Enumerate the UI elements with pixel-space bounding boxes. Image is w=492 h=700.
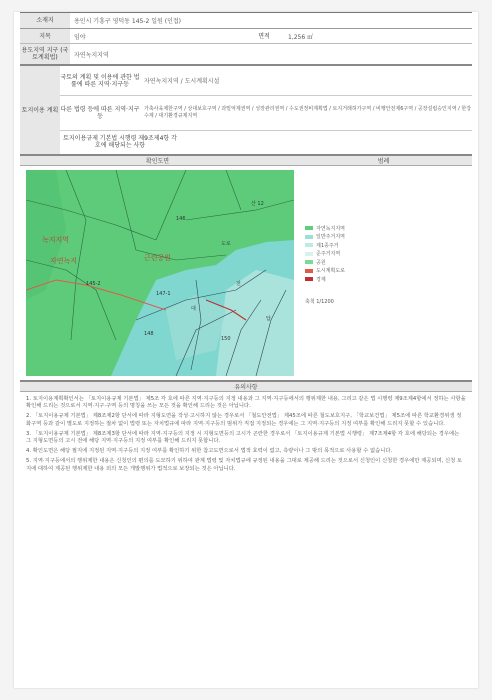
location-value: 용인시 기흥구 영덕동 145-2 일원 (인접) (74, 18, 182, 25)
parcel-label-8: 전 (236, 281, 241, 287)
zoning-map (26, 170, 294, 376)
legend-label: 제1종주거 (316, 242, 339, 249)
note-paragraph: 5. 지역·지구등에서의 행위제한 내용은 신청인의 편의를 도모하기 위하여 관계 법령 및 자치법규에 규정된 내용을 그대로 제공해 드리는 것으로서 신청인이 신청한 경우에만 제공되며, 신청 토지에 대하여 제공된 행위제한 내용 외의 모든 개발행위가 법적으로 보장되는 것은 아닙니다. (26, 458, 463, 472)
legend-title: 범례 (377, 158, 390, 165)
land-use-group-label: 토지이용 계획 (20, 66, 60, 154)
parcel-label-6: 대 (191, 306, 196, 312)
parcel-label-7: 148 (144, 331, 154, 337)
legend-swatch (305, 226, 313, 230)
area-label: 면적 (244, 29, 284, 43)
legend-item (305, 250, 345, 259)
legend-swatch (305, 269, 313, 273)
legend-item (305, 267, 345, 276)
zoning-row (20, 44, 472, 66)
legend-swatch (305, 277, 313, 281)
parcel-label-5: 147-1 (156, 291, 171, 297)
map-scale: 축척 1/1200 (305, 298, 334, 305)
zoning-label: 용도지역 지구 (국토계획법) (20, 44, 70, 64)
regulation-note-label: 토지이용규제 기본법 시행령 제9조제4항 각 호에 해당되는 사항 (60, 131, 180, 154)
national-zoning-value: 자연녹지지역 / 도시계획시설 (144, 78, 220, 86)
legend-item (305, 224, 345, 233)
note-paragraph: 2. 「토지이용규제 기본법」 제8조제2항 단서에 따라 지형도면을 작성·고시하지 않는 경우로서 「철도안전법」 제45조에 따른 철도보호지구, 「학교보건법」 제5조에 따른 학교환경위생 정화구역 등과 같이 별도로 지정하는 절차 없이 법령 또는 자치법규에 따라 지역·지구등의 범위가 직접 지정되는 경우에는 그 지역·지구등의 지정 여부를 확인해 드리지 못할 수 있습니다. (26, 413, 462, 427)
legend-label: 일반주거지역 (316, 234, 345, 241)
legend-swatch (305, 235, 313, 239)
parcel-label-9: 150 (221, 336, 231, 342)
notes-title: 유의사항 (234, 384, 258, 391)
land-info-row (20, 29, 472, 44)
map-section-header (20, 156, 472, 166)
legend-item (305, 258, 345, 267)
legend-item (305, 233, 345, 242)
legend-label: 자연녹지지역 (316, 225, 345, 232)
location-row (20, 12, 472, 29)
area-value: 1,256 ㎡ (288, 33, 314, 41)
national-zoning-label: 국토의 계획 및 이용에 관한 법률에 따른 지역·지구등 (60, 66, 140, 95)
land-category-label: 지목 (20, 29, 70, 43)
legend-swatch (305, 243, 313, 247)
note-paragraph: 3. 「토지이용규제 기본법」 제8조제3항 단서에 따라 지역·지구등의 지정 시 지형도면등의 고시가 곤란한 경우로서 「토지이용규제 기본법 시행령」 제7조제4항 각 호에 해당되는 경우에는 그 지형도면등의 고시 전에 해당 지역·지구등의 지정 여부를 확인해 드리지 못합니다. (26, 430, 460, 445)
zone-label-2: 자연녹지 (50, 257, 78, 265)
legend-swatch (305, 260, 313, 264)
zone-label-3: 근린공원 (144, 254, 172, 262)
land-use-certificate (20, 12, 472, 480)
notes-header (20, 382, 472, 392)
zone-label-1: 녹지지역 (42, 236, 70, 244)
map-title: 확인도면 (145, 158, 170, 165)
legend-label: 준주거지역 (316, 251, 341, 258)
notes-body (20, 392, 472, 480)
map-area (20, 166, 472, 382)
land-use-plan (20, 66, 472, 156)
parcel-label-10: 답 (266, 316, 271, 322)
legend-label: 공원 (316, 259, 326, 266)
note-paragraph: 4. 확인도면은 해당 필지에 지정된 지역·지구등의 지정 여부를 확인하기 위한 참고도면으로서 법적 효력이 없고, 측량이나 그 밖의 목적으로 사용할 수 없습니다. (26, 448, 393, 455)
parcel-label-3: 146 (176, 216, 186, 222)
parcel-label-1: 145-2 (86, 281, 101, 287)
other-law-zoning-label: 다른 법령 등에 따른 지역·지구등 (60, 96, 140, 129)
legend-item (305, 275, 345, 284)
location-label: 소재지 (20, 13, 70, 28)
map-legend (305, 224, 345, 305)
legend-label: 도시계획도로 (316, 268, 345, 275)
land-category-value: 임야 (74, 33, 86, 41)
regulation-note-value (180, 131, 472, 154)
parcel-label-4: 도로 (221, 241, 231, 247)
legend-swatch (305, 252, 313, 256)
legend-label: 경계 (316, 276, 326, 283)
other-law-zoning-value: 가축사육제한구역 / 상대보호구역 / 과밀억제권역 / 성장관리권역 / 수도권정비계획법 / 토지거래허가구역 / 비행안전제6구역 / 공장설립승인지역 / 한강수계 / 대기환경규제지역 (144, 105, 472, 119)
note-paragraph: 1. 토지이용계획확인서는 「토지이용규제 기본법」 제5조 각 호에 따른 지역·지구등의 지정 내용과 그 지역·지구등에서의 행위제한 내용, 그리고 같은 법 시행령 제9조제4항에서 정하는 사항을 확인해 드리는 것으로서 지역·지구·구역 등의 명칭을 쓰는 모든 것을 확인해 드리는 것은 아닙니다. (26, 396, 466, 410)
legend-item (305, 241, 345, 250)
parcel-label-2: 산 12 (251, 201, 264, 207)
zoning-value: 자연녹지지역 (74, 51, 109, 59)
